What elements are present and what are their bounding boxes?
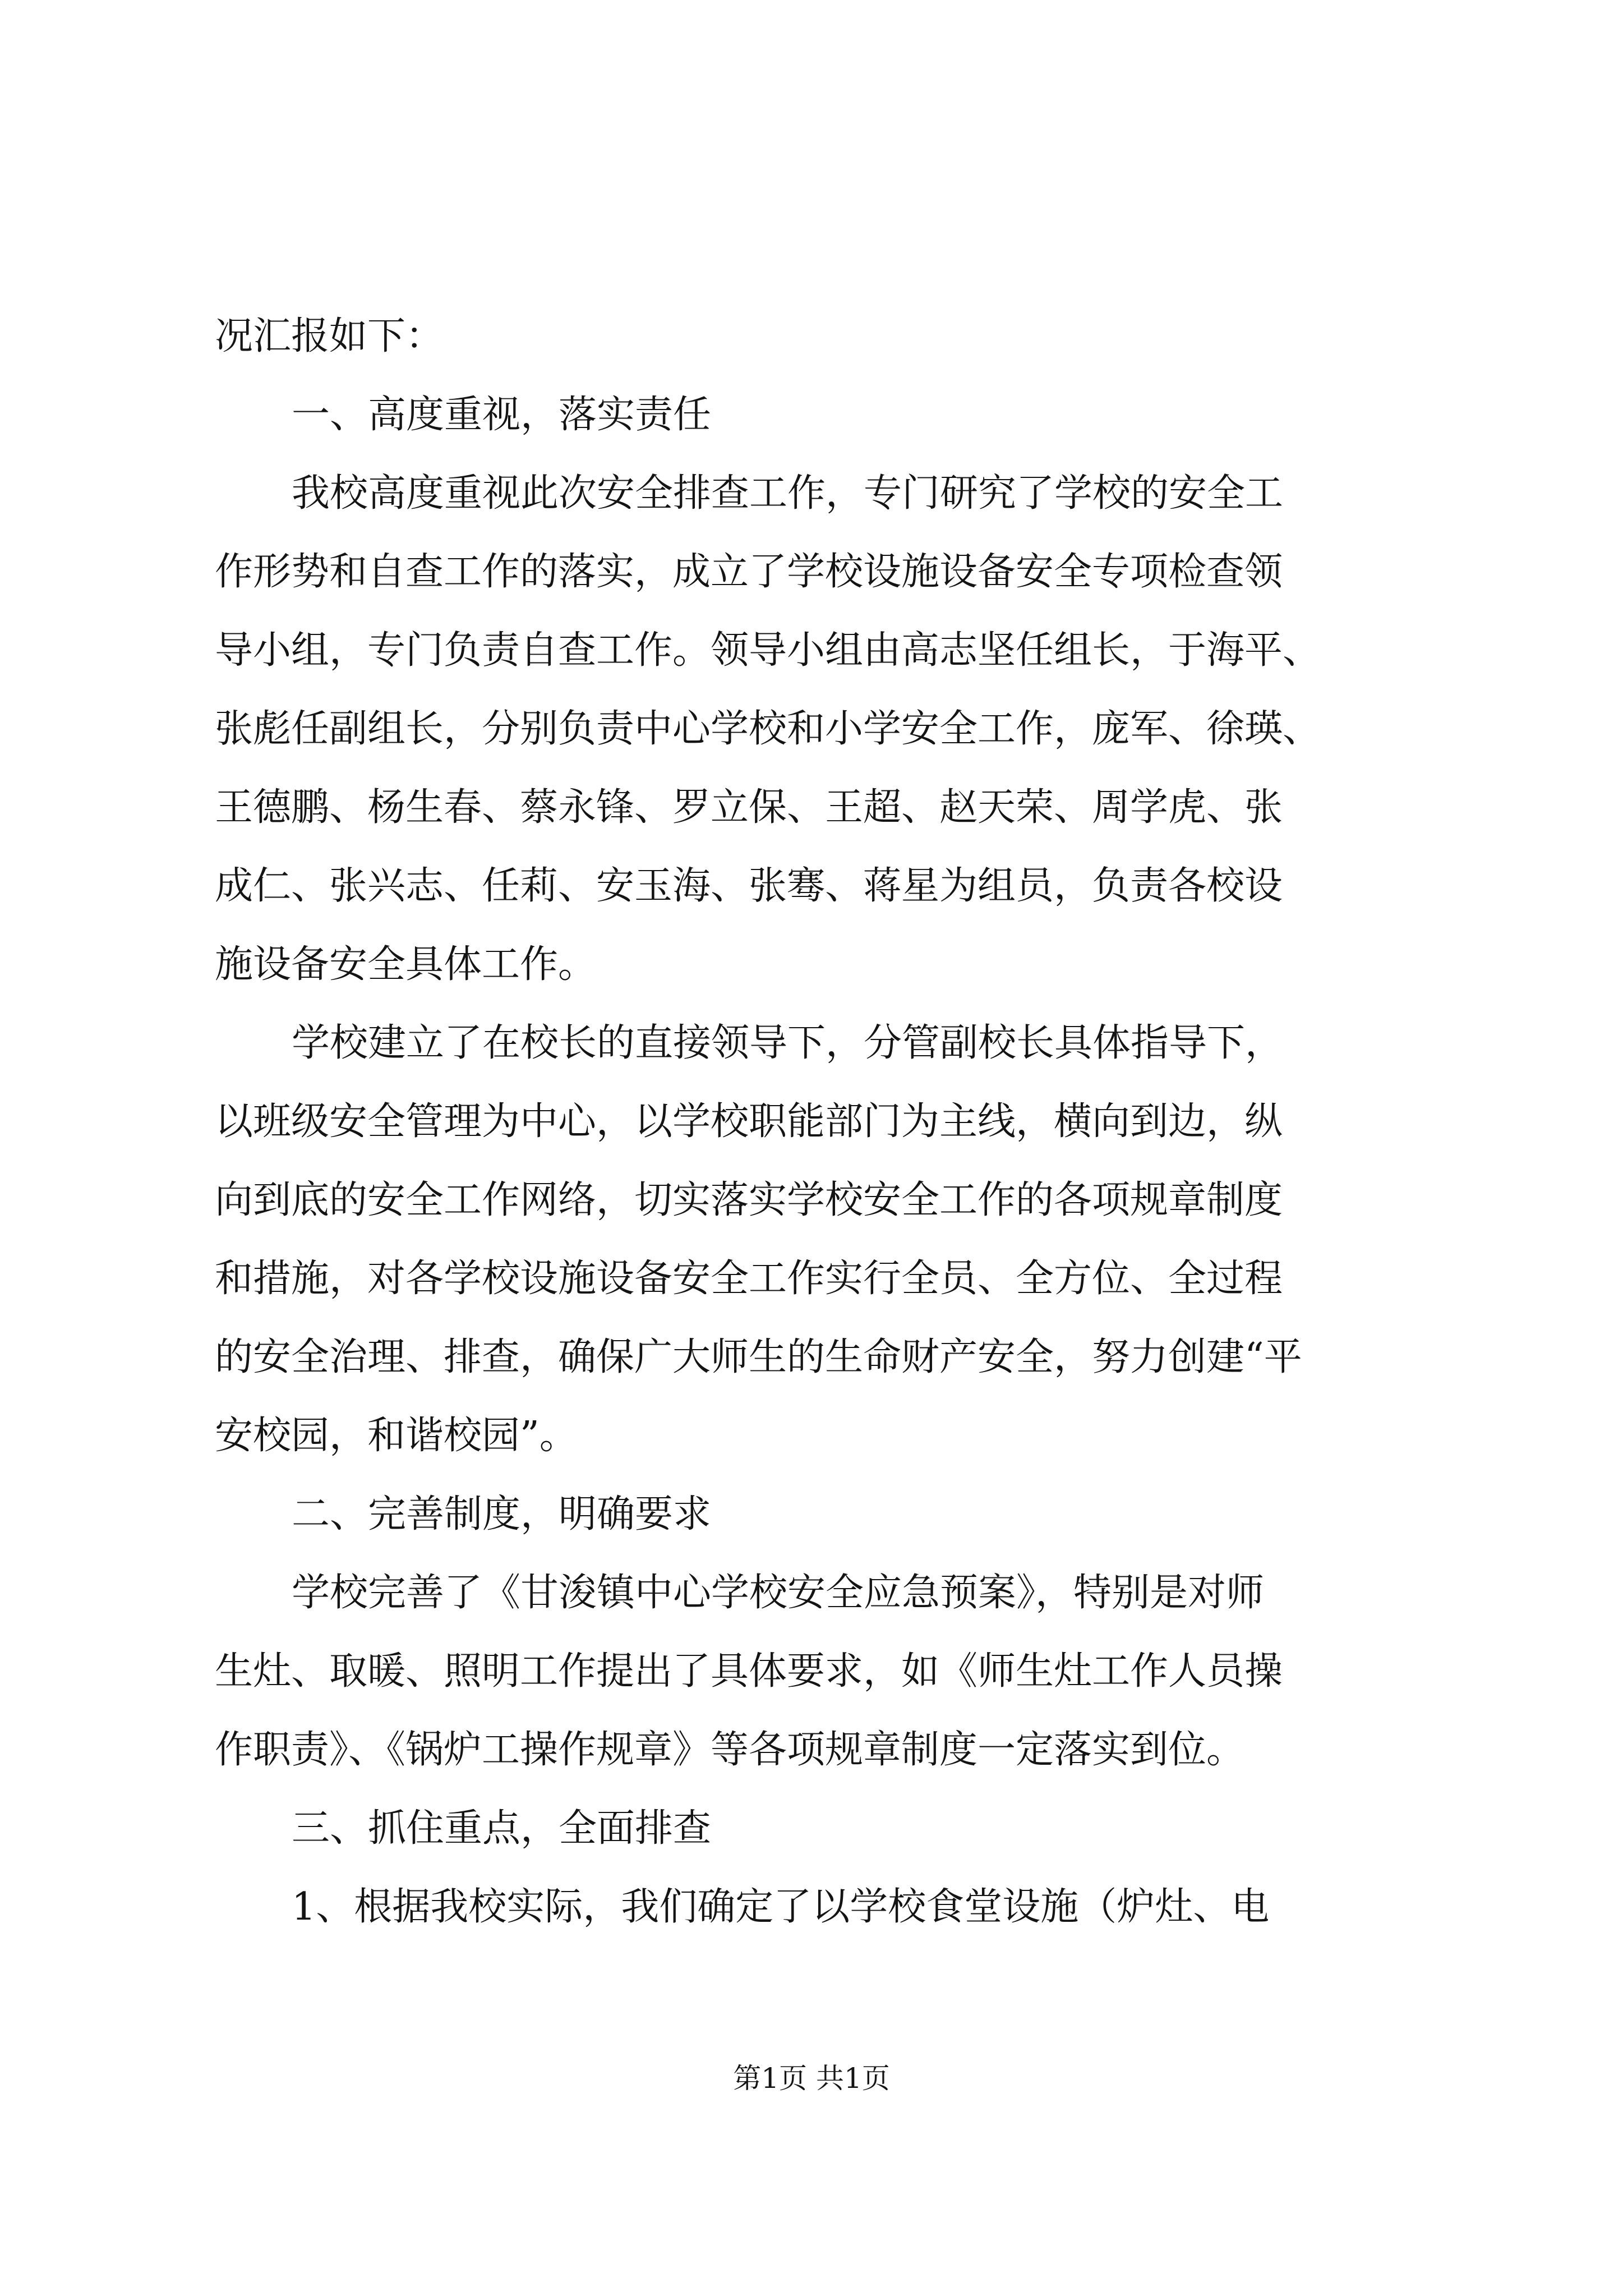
text-line: 作形势和自查工作的落实，成立了学校设施设备安全专项检查领	[215, 550, 1283, 594]
text-line: 导小组，专门负责自查工作。领导小组由高志坚任组长，于海平、	[215, 628, 1321, 673]
text-line: 安校园，和谐校园”。	[215, 1414, 578, 1458]
text-line: 况汇报如下：	[215, 314, 444, 358]
text-line: 学校完善了《甘浚镇中心学校安全应急预案》，特别是对师	[292, 1571, 1265, 1615]
text-line: 施设备安全具体工作。	[215, 942, 597, 987]
text-line: 成仁、张兴志、任莉、安玉海、张骞、蒋星为组员，负责各校设	[215, 864, 1283, 908]
section-heading: 二、完善制度，明确要求	[292, 1492, 712, 1536]
section-heading: 三、抓住重点，全面排查	[292, 1806, 712, 1851]
page-footer: 第1页 共1页	[733, 2062, 890, 2095]
text-line: 张彪任副组长，分别负责中心学校和小学安全工作，庞军、徐瑛、	[215, 707, 1321, 751]
text-line: 我校高度重视此次安全排查工作，专门研究了学校的安全工	[292, 471, 1284, 516]
section-heading: 一、高度重视，落实责任	[292, 393, 712, 437]
text-line: 学校建立了在校长的直接领导下，分管副校长具体指导下，	[292, 1021, 1284, 1065]
text-line: 生灶、取暖、照明工作提出了具体要求，如《师生灶工作人员操	[215, 1649, 1283, 1694]
text-line: 以班级安全管理为中心，以学校职能部门为主线，横向到边，纵	[215, 1099, 1283, 1144]
text-line: 王德鹏、杨生春、蔡永锋、罗立保、王超、赵天荣、周学虎、张	[215, 785, 1283, 830]
text-line: 向到底的安全工作网络，切实落实学校安全工作的各项规章制度	[215, 1178, 1283, 1222]
text-line: 的安全治理、排查，确保广大师生的生命财产安全，努力创建“平	[215, 1335, 1302, 1379]
text-line: 1、根据我校实际，我们确定了以学校食堂设施（炉灶、电	[292, 1885, 1270, 1929]
text-line: 和措施，对各学校设施设备安全工作实行全员、全方位、全过程	[215, 1257, 1283, 1301]
text-line: 作职责》、《锅炉工操作规章》等各项规章制度一定落实到位。	[215, 1728, 1245, 1772]
